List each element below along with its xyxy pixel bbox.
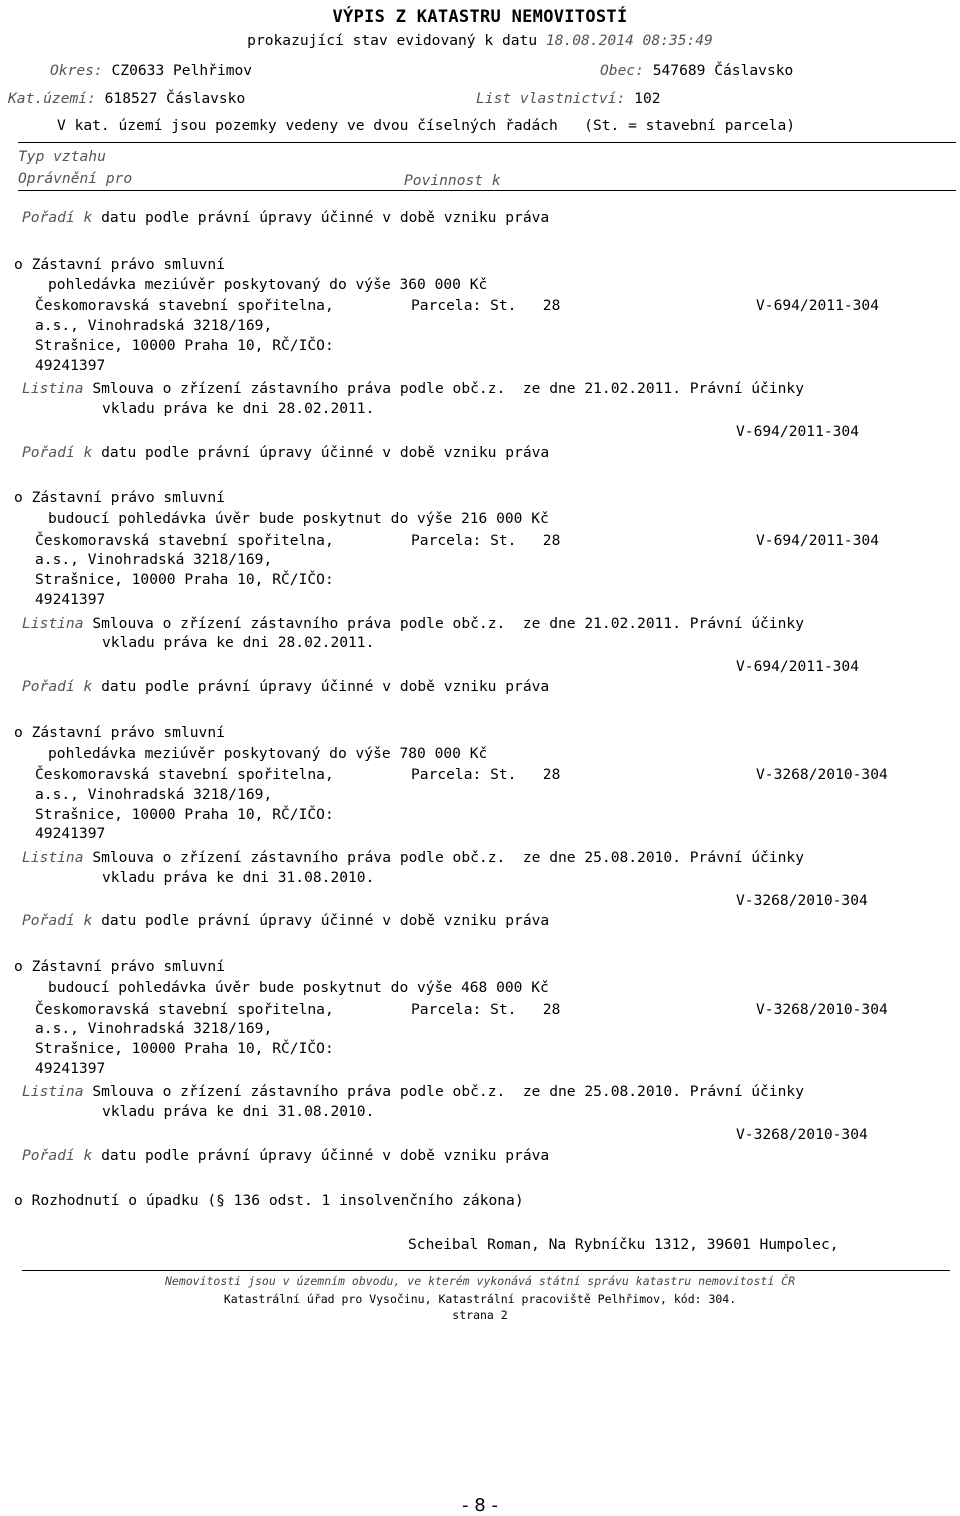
listina-text: Smlouva o zřízení zástavního práva podle obč.z. ze dne 25.08.2010. Právní účinky [92, 849, 804, 866]
okres-value: CZ0633 Pelhřimov [111, 62, 253, 79]
entry-creditor: a.s., Vinohradská 3218/169, [35, 1020, 273, 1037]
entry-creditor: a.s., Vinohradská 3218/169, [35, 786, 273, 803]
entry-listina-ref: V-3268/2010-304 [736, 1126, 868, 1143]
katuzemi-row [8, 90, 245, 108]
entry-listina-cont: vkladu práva ke dni 31.08.2010. [102, 1103, 375, 1120]
listina-label: Listina [22, 1083, 84, 1100]
entry-listina-ref: V-694/2011-304 [736, 423, 860, 440]
bullet-icon: o [14, 724, 23, 741]
entry-title [14, 489, 225, 507]
entry-description: pohledávka meziúvěr poskytovaný do výše 780 000 Kč [48, 745, 488, 762]
entry-creditor: a.s., Vinohradská 3218/169, [35, 551, 273, 568]
document-title: VÝPIS Z KATASTRU NEMOVITOSTÍ [332, 7, 628, 27]
poradi-text: datu podle právní úpravy účinné v době vzniku práva [101, 678, 550, 695]
listina-text: Smlouva o zřízení zástavního práva podle obč.z. ze dne 25.08.2010. Právní účinky [92, 1083, 804, 1100]
poradi-text: datu podle právní úpravy účinné v době vzniku práva [101, 209, 550, 226]
entry-creditor: 49241397 [35, 1060, 106, 1077]
poradi-row [22, 678, 549, 696]
entry-listina [22, 380, 804, 398]
entry-ref: V-694/2011-304 [756, 532, 880, 549]
listina-text: Smlouva o zřízení zástavního práva podle obč.z. ze dne 21.02.2011. Právní účinky [92, 380, 804, 397]
parcel-series-note: V kat. území jsou pozemky vedeny ve dvou číselných řadách (St. = stavební parcela) [57, 117, 796, 134]
entry-title-text: Zástavní právo smluvní [31, 256, 225, 273]
footer-line-2: Katastrální úřad pro Vysočinu, Katastrální pracoviště Pelhřimov, kód: 304. [223, 1292, 737, 1306]
column-typ-vztahu: Typ vztahu [18, 148, 106, 165]
entry-creditor: Českomoravská stavební spořitelna, [35, 1001, 334, 1018]
entry-listina-cont: vkladu práva ke dni 28.02.2011. [102, 400, 375, 417]
entry-ref: V-3268/2010-304 [756, 1001, 888, 1018]
entry-creditor: 49241397 [35, 591, 106, 608]
entry-title [14, 724, 225, 742]
subtitle-datetime: 18.08.2014 08:35:49 [545, 32, 713, 49]
lv-label: List vlastnictví: [476, 90, 626, 107]
bullet-icon: o [14, 256, 23, 273]
entry-title-text: Zástavní právo smluvní [31, 724, 225, 741]
entry-creditor: Českomoravská stavební spořitelna, [35, 532, 334, 549]
entry-creditor: Strašnice, 10000 Praha 10, RČ/IČO: [35, 806, 334, 823]
entry-listina-ref: V-694/2011-304 [736, 658, 860, 675]
entry-creditor: Českomoravská stavební spořitelna, [35, 297, 334, 314]
listina-text: Smlouva o zřízení zástavního práva podle obč.z. ze dne 21.02.2011. Právní účinky [92, 615, 804, 632]
entry-title-text: Zástavní právo smluvní [31, 958, 225, 975]
entry-creditor: Strašnice, 10000 Praha 10, RČ/IČO: [35, 1040, 334, 1057]
document-subtitle [0, 32, 960, 49]
entry-listina [22, 615, 804, 633]
obec-row [600, 62, 793, 80]
katuzemi-value: 618527 Čáslavsko [104, 90, 246, 107]
entry-creditor: Strašnice, 10000 Praha 10, RČ/IČO: [35, 571, 334, 588]
poradi-text: datu podle právní úpravy účinné v době vzniku práva [101, 1147, 550, 1164]
poradi-row [22, 444, 549, 462]
listina-label: Listina [22, 380, 84, 397]
entry-title-text: Zástavní právo smluvní [31, 489, 225, 506]
poradi-label: Pořadí k [22, 209, 93, 226]
column-povinnost-k: Povinnost k [404, 172, 501, 189]
rozhodnuti-text: Rozhodnutí o úpadku (§ 136 odst. 1 insolvenčního zákona) [31, 1192, 524, 1209]
okres-row [50, 62, 252, 80]
entry-parcela: Parcela: St. 28 [411, 532, 561, 549]
entry-listina-ref: V-3268/2010-304 [736, 892, 868, 909]
poradi-text: datu podle právní úpravy účinné v době vzniku práva [101, 444, 550, 461]
debtor-text: Scheibal Roman, Na Rybníčku 1312, 39601 Humpolec, [408, 1236, 839, 1253]
bullet-icon: o [14, 489, 23, 506]
bullet-icon: o [14, 1192, 23, 1209]
entry-listina [22, 849, 804, 867]
subtitle-label: prokazující stav evidovaný k datu [247, 32, 538, 49]
column-opravneni-pro: Oprávnění pro [18, 170, 133, 187]
rozhodnuti-row [14, 1192, 524, 1210]
entry-description: budoucí pohledávka úvěr bude poskytnut do výše 468 000 Kč [48, 979, 549, 996]
poradi-row [22, 1147, 549, 1165]
listina-label: Listina [22, 849, 84, 866]
lv-value: 102 [634, 90, 661, 107]
entry-listina-cont: vkladu práva ke dni 31.08.2010. [102, 869, 375, 886]
entry-ref: V-694/2011-304 [756, 297, 880, 314]
footer-line-1: Nemovitosti jsou v územním obvodu, ve kterém vykonává státní správu katastru nemovitostí ČR [164, 1274, 796, 1288]
page-number: - 8 - [462, 1495, 498, 1516]
obec-value: 547689 Čáslavsko [652, 62, 794, 79]
entry-parcela: Parcela: St. 28 [411, 297, 561, 314]
entry-description: pohledávka meziúvěr poskytovaný do výše 360 000 Kč [48, 276, 488, 293]
entry-listina [22, 1083, 804, 1101]
entry-parcela: Parcela: St. 28 [411, 766, 561, 783]
entry-listina-cont: vkladu práva ke dni 28.02.2011. [102, 634, 375, 651]
poradi-row [22, 209, 549, 227]
okres-label: Okres: [50, 62, 103, 79]
poradi-label: Pořadí k [22, 1147, 93, 1164]
entry-creditor: 49241397 [35, 357, 106, 374]
poradi-row [22, 912, 549, 930]
lv-row [476, 90, 661, 108]
listina-label: Listina [22, 615, 84, 632]
entry-parcela: Parcela: St. 28 [411, 1001, 561, 1018]
entry-ref: V-3268/2010-304 [756, 766, 888, 783]
entry-creditor: a.s., Vinohradská 3218/169, [35, 317, 273, 334]
entry-description: budoucí pohledávka úvěr bude poskytnut do výše 216 000 Kč [48, 510, 549, 527]
poradi-text: datu podle právní úpravy účinné v době vzniku práva [101, 912, 550, 929]
column-rule [18, 190, 956, 191]
footer-page-label: strana 2 [452, 1308, 508, 1322]
entry-title [14, 958, 225, 976]
entry-title [14, 256, 225, 274]
header-rule [18, 142, 956, 143]
entry-creditor: Strašnice, 10000 Praha 10, RČ/IČO: [35, 337, 334, 354]
poradi-label: Pořadí k [22, 444, 93, 461]
poradi-label: Pořadí k [22, 912, 93, 929]
katuzemi-label: Kat.území: [8, 90, 96, 107]
entry-creditor: 49241397 [35, 825, 106, 842]
bullet-icon: o [14, 958, 23, 975]
poradi-label: Pořadí k [22, 678, 93, 695]
obec-label: Obec: [600, 62, 644, 79]
footer-rule [22, 1270, 950, 1271]
entry-creditor: Českomoravská stavební spořitelna, [35, 766, 334, 783]
